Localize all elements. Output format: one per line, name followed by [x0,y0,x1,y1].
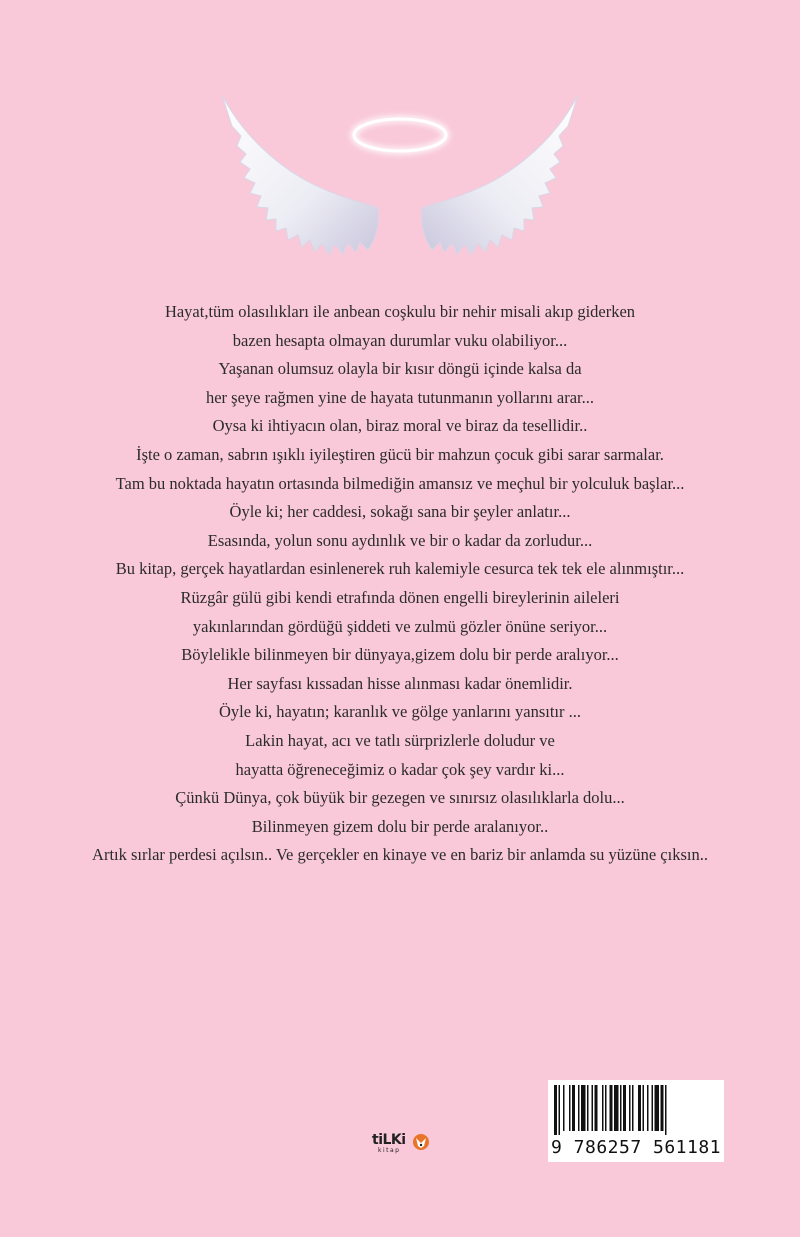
barcode-bar [643,1085,645,1131]
blurb-line: Oysa ki ihtiyacın olan, biraz moral ve biraz da tesellidir.. [212,416,588,436]
barcode-bar [581,1085,586,1131]
left-wing [222,95,378,255]
barcode-bar [623,1085,626,1131]
blurb-line: Öyle ki, hayatın; karanlık ve gölge yanlarını yansıtır ... [219,702,581,722]
back-cover-blurb [20,298,780,870]
blurb-line: Her sayfası kıssadan hisse alınması kadar önemlidir. [227,673,573,693]
barcode-bar [647,1085,649,1131]
barcode-bar [620,1085,622,1131]
blurb-line: Öyle ki; her caddesi, sokağı sana bir şeyler anlatır... [229,502,571,522]
barcode-bars [554,1085,718,1135]
blurb-line: Esasında, yolun sonu aydınlık ve bir o kadar da zorludur... [207,530,593,550]
right-wing [422,95,578,255]
barcode-bar [638,1085,641,1131]
barcode-bar [661,1085,664,1131]
barcode-bar [665,1085,667,1135]
barcode-bar [655,1085,660,1131]
isbn-digits: 9 786257 561181 [550,1137,722,1158]
barcode-bar [629,1085,631,1131]
barcode-bar [602,1085,604,1131]
blurb-line: Rüzgâr gülü gibi kendi etrafında dönen engelli bireylerinin aileleri [180,587,620,607]
barcode-bar [592,1085,594,1131]
barcode-bar [563,1085,565,1131]
blurb-line: Yaşanan olumsuz olayla bir kısır döngü içinde kalsa da [218,359,582,379]
barcode-bar [578,1085,580,1131]
blurb-line: Çünkü Dünya, çok büyük bir gezegen ve sınırsız olasılıklarla dolu... [175,788,625,808]
barcode-bar [614,1085,619,1131]
blurb-line: her şeye rağmen yine de hayata tutunmanın yollarını arar... [205,387,595,407]
barcode-bar [559,1085,561,1135]
angel-wings-halo-icon [210,90,590,265]
barcode-bar [632,1085,634,1131]
blurb-line: Bilinmeyen gizem dolu bir perde aralanıyor.. [251,816,549,836]
barcode-bar [652,1085,654,1131]
publisher-logo [372,1132,434,1158]
isbn-barcode [548,1080,724,1162]
publisher-logo-text: tiLKi [372,1132,406,1148]
blurb-line: Bu kitap, gerçek hayatlardan esinlenerek ruh kalemiyle cesurca tek tek ele alınmıştır... [115,559,685,579]
barcode-bar [572,1085,575,1131]
blurb-line: Tam bu noktada hayatın ortasında bilmediğin amansız ve meçhul bir yolculuk başlar... [115,473,685,493]
blurb-line: bazen hesapta olmayan durumlar vuku olabiliyor... [232,330,568,350]
blurb-line: yakınlarından gördüğü şiddeti ve zulmü gözler önüne seriyor... [192,616,608,636]
blurb-line: Böylelikle bilinmeyen bir dünyaya,gizem dolu bir perde aralıyor... [181,645,619,665]
barcode-bar [587,1085,589,1131]
halo [354,119,446,151]
barcode-bar [595,1085,598,1131]
blurb-line: Lakin hayat, acı ve tatlı sürprizlerle doludur ve [245,730,555,750]
barcode-bar [605,1085,607,1131]
barcode-bar [569,1085,571,1131]
blurb-line: Hayat,tüm olasılıkları ile anbean coşkulu bir nehir misali akıp giderken [164,302,636,321]
fox-icon [412,1133,430,1151]
blurb-line: İşte o zaman, sabrın ışıklı iyileştiren gücü bir mahzun çocuk gibi sarar sarmalar. [136,444,664,464]
blurb-line: hayatta öğreneceğimiz o kadar çok şey vardır ki... [235,759,565,779]
barcode-bar [610,1085,613,1131]
publisher-logo-subtext: kitap [378,1147,401,1154]
barcode-bar [554,1085,557,1135]
blurb-line: Artık sırlar perdesi açılsın.. Ve gerçekler en kinaye ve en bariz bir anlamda su yüzüne çıksın.. [92,845,708,865]
